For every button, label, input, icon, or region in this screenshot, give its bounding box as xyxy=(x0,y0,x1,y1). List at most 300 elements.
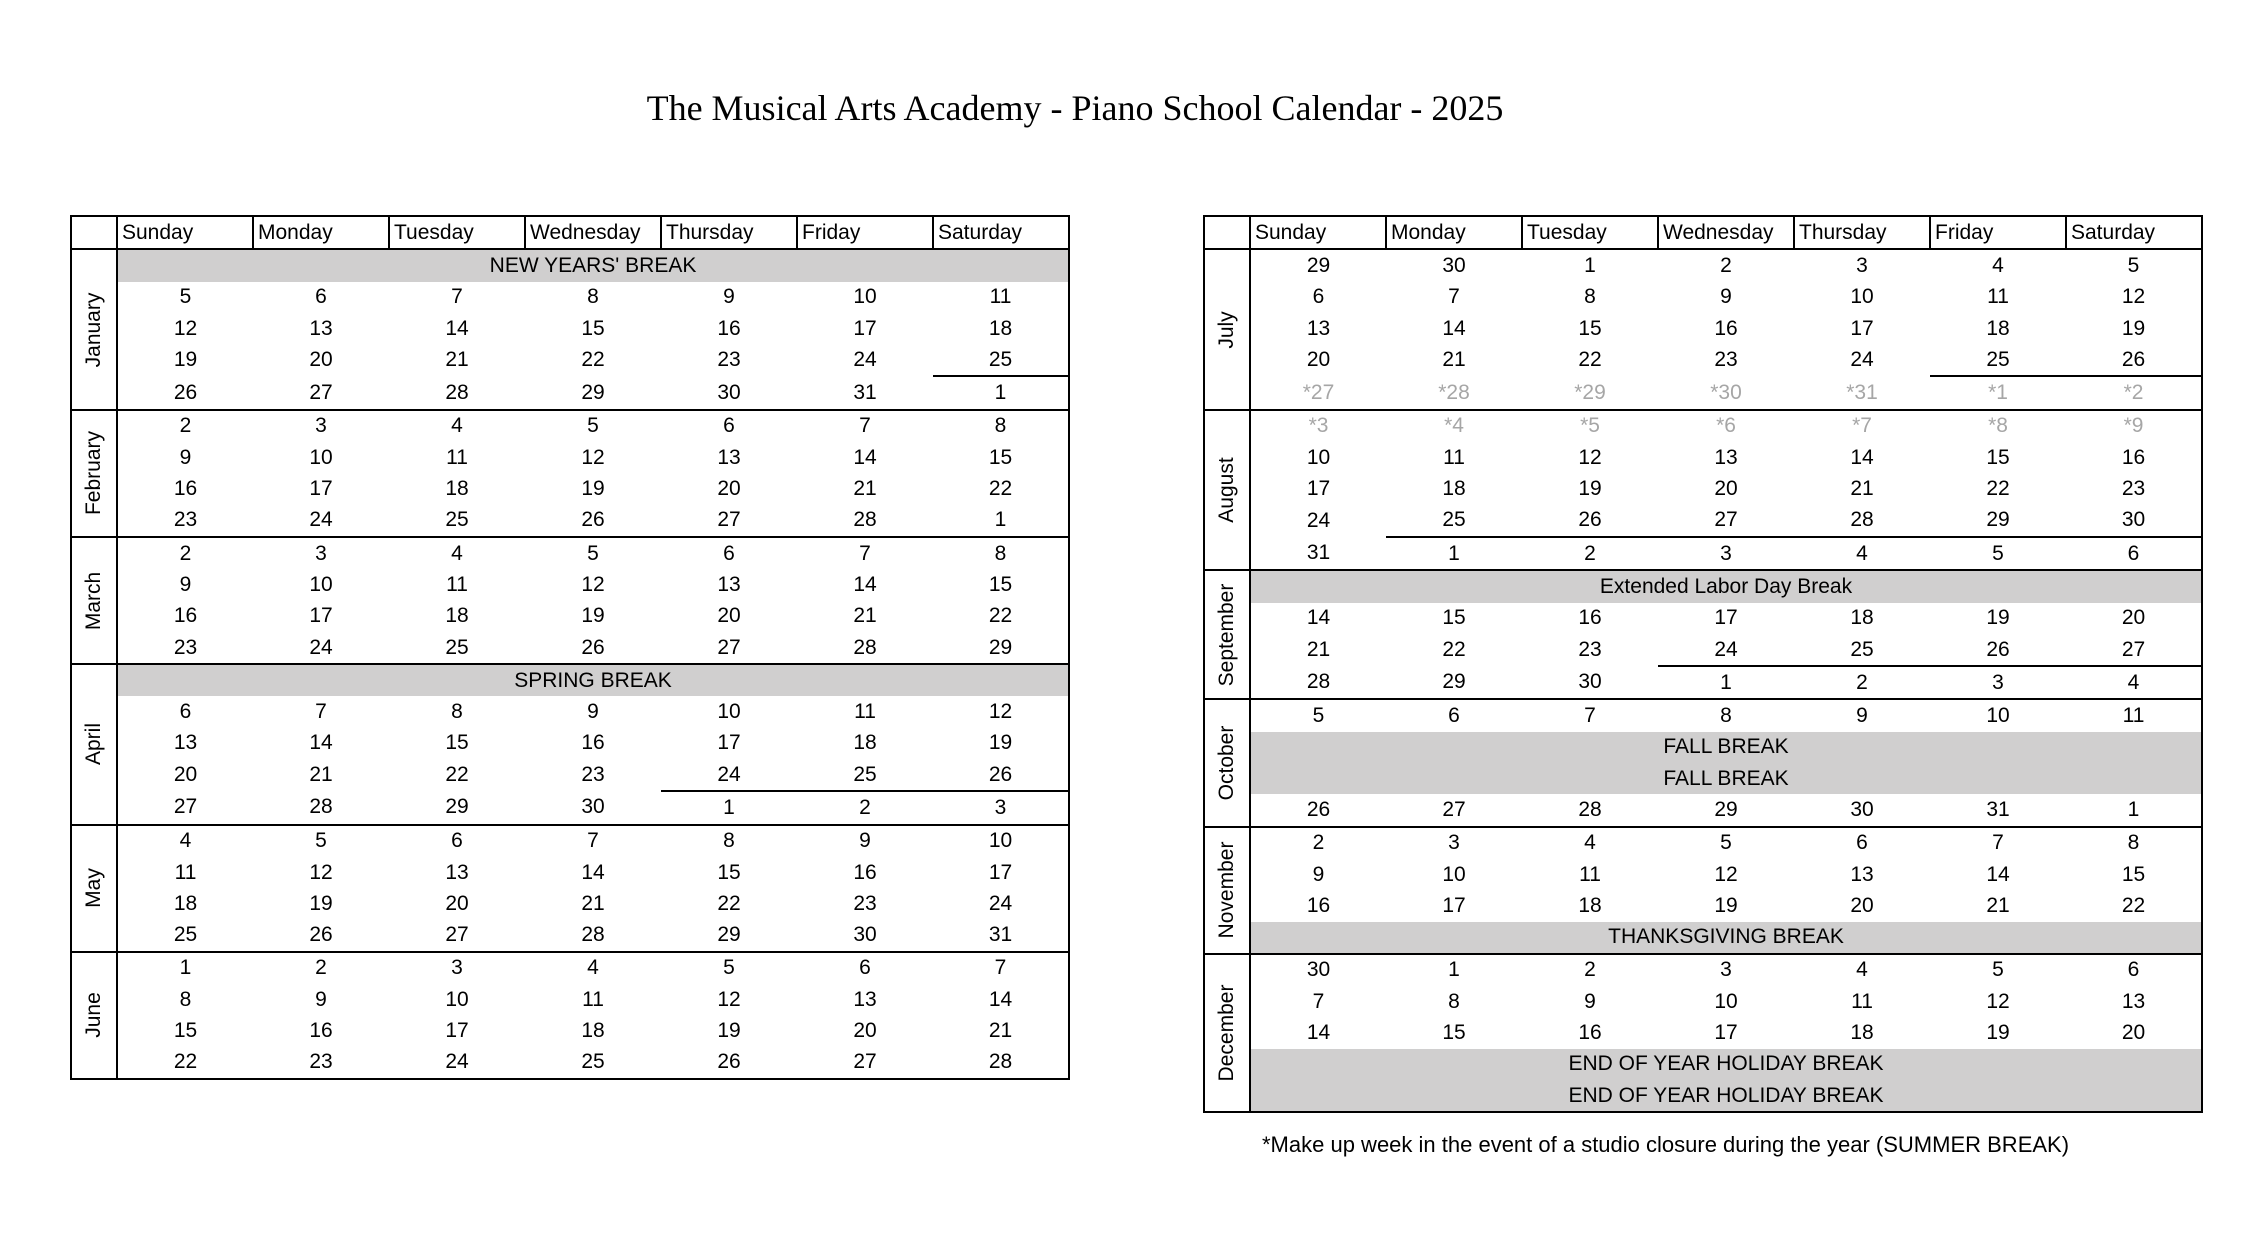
day-cell: 31 xyxy=(1930,794,2066,826)
month-cell xyxy=(1204,827,1250,954)
break-band: SPRING BREAK xyxy=(117,664,1069,696)
day-cell: 8 xyxy=(661,825,797,857)
day-cell: *9 xyxy=(2066,410,2202,442)
day-cell: 9 xyxy=(179,572,192,596)
day-cell: 11 xyxy=(1579,862,1601,886)
day-cell: 9 xyxy=(179,445,192,469)
day-cell: 21 xyxy=(1442,348,1466,372)
day-cell: 25 xyxy=(445,635,469,659)
day-cell: 1 xyxy=(1386,954,1522,986)
day-cell: 27 xyxy=(117,791,253,824)
calendar-jul-dec xyxy=(1203,215,2203,1113)
day-cell: 12 xyxy=(1714,862,1738,886)
day-cell: 22 xyxy=(117,1047,253,1079)
week-row xyxy=(71,632,1069,664)
day-cell: 19 xyxy=(2066,313,2202,344)
day-cell: 24 xyxy=(309,635,333,659)
day-cell: 4 xyxy=(2066,666,2202,699)
week-row xyxy=(71,282,1069,313)
day-cell: 16 xyxy=(717,316,741,340)
day-cell: 29 xyxy=(1386,666,1522,699)
day-cell: 9 xyxy=(1312,862,1325,886)
day-cell: 30 xyxy=(1250,954,1386,986)
day-cell: 27 xyxy=(1386,794,1522,826)
week-row xyxy=(71,920,1069,952)
corner-cell xyxy=(71,216,117,249)
month-cell xyxy=(1204,410,1250,570)
day-cell: 28 xyxy=(1522,794,1658,826)
week-row xyxy=(1204,890,2202,921)
week-row xyxy=(71,537,1069,569)
day-cell: 26 xyxy=(933,759,1069,791)
month-label: February xyxy=(82,431,105,516)
day-cell: 14 xyxy=(581,860,605,884)
day-cell: 17 xyxy=(853,316,877,340)
day-cell: *1 xyxy=(1988,381,2008,405)
day-cell: 18 xyxy=(1986,316,2010,340)
day-cell: 10 xyxy=(1442,862,1466,886)
day-cell: 15 xyxy=(933,442,1069,473)
day-cell: 11 xyxy=(446,572,468,596)
week-row xyxy=(71,249,1069,281)
day-cell: 9 xyxy=(723,285,735,309)
week-row xyxy=(71,1047,1069,1079)
day-cell: 21 xyxy=(853,604,877,628)
week-row xyxy=(71,1015,1069,1046)
day-cell: *3 xyxy=(1250,410,1386,442)
day-cell: 26 xyxy=(1250,794,1386,826)
day-cell: 25 xyxy=(1386,505,1522,537)
footnote: *Make up week in the event of a studio closure during the year (SUMMER BREAK) xyxy=(1262,1132,2070,1157)
weekday-header: Friday xyxy=(797,216,933,249)
week-row xyxy=(71,888,1069,919)
day-cell: 14 xyxy=(1306,606,1331,630)
day-cell: 12 xyxy=(1986,989,2010,1013)
day-cell: 24 xyxy=(1850,348,1874,372)
day-cell: 15 xyxy=(1442,1021,1466,1045)
day-cell: 1 xyxy=(1522,249,1658,281)
day-cell: 4 xyxy=(1930,249,2066,281)
day-cell: 17 xyxy=(1714,606,1738,630)
day-cell: 4 xyxy=(1794,954,1930,986)
day-cell: 8 xyxy=(1584,285,1596,309)
day-cell: 18 xyxy=(445,477,469,501)
day-cell: 23 xyxy=(117,505,253,537)
day-cell: 30 xyxy=(1522,666,1658,699)
day-cell: 4 xyxy=(1522,827,1658,859)
day-cell: 25 xyxy=(173,923,198,947)
day-cell: 13 xyxy=(2066,986,2202,1017)
day-cell: 5 xyxy=(253,825,389,857)
weekday-header: Wednesday xyxy=(1658,216,1794,249)
day-cell: 10 xyxy=(1930,699,2066,731)
day-cell: 23 xyxy=(581,763,605,787)
day-cell: 15 xyxy=(2066,859,2202,890)
day-cell: 2 xyxy=(1856,670,1868,694)
day-cell: *29 xyxy=(1522,376,1658,409)
day-cell: 29 xyxy=(933,632,1069,664)
month-cell xyxy=(71,537,117,664)
day-cell: 12 xyxy=(581,572,605,596)
month-label: August xyxy=(1215,457,1238,523)
day-cell: 14 xyxy=(1986,862,2010,886)
day-cell: 13 xyxy=(173,731,198,755)
day-cell: 26 xyxy=(661,1047,797,1079)
day-cell: 8 xyxy=(179,987,192,1011)
day-cell: 26 xyxy=(2066,344,2202,376)
day-cell: 6 xyxy=(389,825,525,857)
weekday-header: Thursday xyxy=(661,216,797,249)
break-band: NEW YEARS' BREAK xyxy=(117,249,1069,281)
day-cell: 7 xyxy=(797,537,933,569)
day-cell: 9 xyxy=(1720,285,1732,309)
day-cell: 16 xyxy=(1578,1021,1602,1045)
week-row xyxy=(1204,732,2202,763)
month-label: September xyxy=(1215,583,1238,687)
day-cell: 17 xyxy=(933,857,1069,888)
day-cell: 3 xyxy=(389,952,525,984)
day-cell: 12 xyxy=(309,860,333,884)
day-cell: 22 xyxy=(445,763,469,787)
weekday-header: Friday xyxy=(1930,216,2066,249)
day-cell: 20 xyxy=(1850,893,1874,917)
week-row xyxy=(71,825,1069,857)
day-cell: 23 xyxy=(853,891,877,915)
week-row xyxy=(71,664,1069,696)
day-cell: 10 xyxy=(309,572,333,596)
day-cell: 17 xyxy=(717,731,741,755)
month-cell xyxy=(71,410,117,537)
week-row xyxy=(71,728,1069,759)
weekday-header: Saturday xyxy=(933,216,1069,249)
week-row xyxy=(71,376,1069,409)
week-row xyxy=(1204,473,2202,504)
day-cell: 2 xyxy=(117,537,253,569)
day-cell: 8 xyxy=(1448,989,1460,1013)
day-cell: *7 xyxy=(1794,410,1930,442)
week-row xyxy=(71,601,1069,632)
week-row xyxy=(1204,922,2202,954)
day-cell: 5 xyxy=(525,410,661,442)
day-cell: 28 xyxy=(797,505,933,537)
week-row xyxy=(1204,570,2202,602)
day-cell: 28 xyxy=(389,376,525,409)
day-cell: 27 xyxy=(253,376,389,409)
month-label: March xyxy=(82,571,105,630)
month-cell xyxy=(1204,570,1250,699)
weekday-header: Monday xyxy=(1386,216,1522,249)
day-cell: 9 xyxy=(315,987,327,1011)
day-cell: 11 xyxy=(854,700,876,724)
day-cell: 3 xyxy=(1658,954,1794,986)
week-row xyxy=(71,759,1069,791)
day-cell: 10 xyxy=(1306,445,1331,469)
day-cell: 17 xyxy=(309,477,333,501)
day-cell: 10 xyxy=(853,285,877,309)
day-cell: 25 xyxy=(933,344,1069,376)
day-cell: *2 xyxy=(2066,376,2202,409)
day-cell: 19 xyxy=(1578,477,1602,501)
day-cell: 29 xyxy=(717,923,741,947)
day-cell: 15 xyxy=(173,1019,198,1043)
week-row xyxy=(71,696,1069,727)
day-cell: 26 xyxy=(525,505,661,537)
day-cell: 16 xyxy=(1306,893,1331,917)
day-cell: 23 xyxy=(2066,473,2202,504)
day-cell: *5 xyxy=(1522,410,1658,442)
day-cell: 13 xyxy=(717,572,741,596)
day-cell: 21 xyxy=(1850,477,1874,501)
day-cell: 2 xyxy=(1250,827,1386,859)
day-cell: 15 xyxy=(445,731,469,755)
day-cell: 3 xyxy=(253,537,389,569)
day-cell: 10 xyxy=(445,987,469,1011)
day-cell: 13 xyxy=(1850,862,1874,886)
day-cell: 4 xyxy=(117,825,253,857)
day-cell: 11 xyxy=(174,860,197,884)
day-cell: 28 xyxy=(933,1047,1069,1079)
day-cell: 8 xyxy=(587,285,599,309)
day-cell: 18 xyxy=(1578,893,1602,917)
day-cell: 20 xyxy=(1714,477,1738,501)
day-cell: 10 xyxy=(309,445,333,469)
weekday-header: Saturday xyxy=(2066,216,2202,249)
day-cell: 6 xyxy=(1794,827,1930,859)
day-cell: 20 xyxy=(309,348,333,372)
day-cell: 2 xyxy=(859,795,871,819)
day-cell: 29 xyxy=(1930,505,2066,537)
day-cell: 16 xyxy=(309,1019,333,1043)
day-cell: 20 xyxy=(2066,1017,2202,1048)
day-cell: 3 xyxy=(253,410,389,442)
day-cell: 30 xyxy=(525,791,661,824)
day-cell: 14 xyxy=(309,731,333,755)
day-cell: 21 xyxy=(581,891,605,915)
day-cell: 24 xyxy=(1306,508,1331,532)
day-cell: 1 xyxy=(117,952,253,984)
break-band: FALL BREAK xyxy=(1250,763,2202,794)
day-cell: 24 xyxy=(389,1047,525,1079)
day-cell: 1 xyxy=(1448,541,1460,565)
day-cell: 7 xyxy=(451,285,463,309)
week-row xyxy=(1204,859,2202,890)
day-cell: 3 xyxy=(1794,249,1930,281)
day-cell: 2 xyxy=(1658,249,1794,281)
week-row xyxy=(1204,986,2202,1017)
day-cell: 28 xyxy=(853,635,877,659)
day-cell: 20 xyxy=(853,1019,877,1043)
day-cell: 14 xyxy=(933,984,1069,1015)
day-cell: 9 xyxy=(797,825,933,857)
day-cell: 2 xyxy=(1584,541,1596,565)
day-cell: 16 xyxy=(581,731,605,755)
day-cell: 14 xyxy=(1442,316,1466,340)
day-cell: 19 xyxy=(309,891,333,915)
day-cell: 1 xyxy=(723,795,735,819)
week-row xyxy=(1204,537,2202,570)
week-row xyxy=(71,344,1069,376)
month-label: October xyxy=(1215,725,1238,801)
day-cell: 5 xyxy=(1658,827,1794,859)
day-cell: 2 xyxy=(1522,954,1658,986)
day-cell: 1 xyxy=(933,376,1069,409)
weekday-header: Wednesday xyxy=(525,216,661,249)
day-cell: 17 xyxy=(1306,477,1331,501)
week-row xyxy=(1204,666,2202,699)
day-cell: 22 xyxy=(581,348,605,372)
day-cell: 1 xyxy=(2066,794,2202,826)
day-cell: 11 xyxy=(933,282,1069,313)
day-cell: 19 xyxy=(717,1019,741,1043)
day-cell: 13 xyxy=(445,860,469,884)
day-cell: 23 xyxy=(253,1047,389,1079)
month-label: July xyxy=(1215,310,1238,349)
month-cell xyxy=(71,664,117,824)
day-cell: 2 xyxy=(117,410,253,442)
month-cell xyxy=(1204,699,1250,826)
day-cell: 24 xyxy=(253,505,389,537)
day-cell: 7 xyxy=(1522,699,1658,731)
day-cell: 8 xyxy=(2066,827,2202,859)
month-label: November xyxy=(1215,841,1238,939)
day-cell: 25 xyxy=(389,505,525,537)
day-cell: 6 xyxy=(1312,285,1325,309)
weekday-header: Tuesday xyxy=(389,216,525,249)
week-row xyxy=(71,791,1069,824)
day-cell: 21 xyxy=(445,348,469,372)
day-cell: 28 xyxy=(581,923,605,947)
day-cell: 18 xyxy=(1850,1021,1874,1045)
day-cell: 22 xyxy=(717,891,741,915)
day-cell: 12 xyxy=(717,987,741,1011)
day-cell: 17 xyxy=(1850,316,1874,340)
day-cell: *31 xyxy=(1794,376,1930,409)
day-cell: 13 xyxy=(717,445,741,469)
day-cell: 13 xyxy=(1306,316,1331,340)
week-row xyxy=(1204,603,2202,634)
day-cell: 22 xyxy=(1986,477,2010,501)
weekday-header: Sunday xyxy=(117,216,253,249)
week-row xyxy=(1204,699,2202,731)
week-row xyxy=(1204,794,2202,826)
day-cell: 5 xyxy=(1992,541,2004,565)
day-cell: 25 xyxy=(797,759,933,791)
day-cell: 30 xyxy=(1794,794,1930,826)
day-cell: 18 xyxy=(853,731,877,755)
day-cell: 11 xyxy=(446,445,468,469)
day-cell: 19 xyxy=(581,604,605,628)
day-cell: 30 xyxy=(853,923,877,947)
day-cell: 5 xyxy=(1930,954,2066,986)
day-cell: 7 xyxy=(1312,989,1325,1013)
day-cell: 6 xyxy=(2066,954,2202,986)
day-cell: 18 xyxy=(173,891,198,915)
day-cell: 17 xyxy=(445,1019,469,1043)
day-cell: 2 xyxy=(253,952,389,984)
day-cell: *30 xyxy=(1658,376,1794,409)
day-cell: 7 xyxy=(933,952,1069,984)
day-cell: 15 xyxy=(581,316,605,340)
day-cell: 24 xyxy=(661,759,797,791)
day-cell: 22 xyxy=(933,473,1069,504)
day-cell: *6 xyxy=(1658,410,1794,442)
day-cell: 15 xyxy=(1986,445,2010,469)
day-cell: 18 xyxy=(933,313,1069,344)
month-cell xyxy=(1204,249,1250,409)
week-row xyxy=(1204,505,2202,537)
day-cell: 25 xyxy=(525,1047,661,1079)
day-cell: 27 xyxy=(717,635,741,659)
day-cell: 14 xyxy=(1306,1021,1331,1045)
day-cell: 18 xyxy=(1850,606,1874,630)
week-row xyxy=(1204,763,2202,794)
day-cell: 16 xyxy=(173,604,198,628)
day-cell: 8 xyxy=(933,410,1069,442)
day-cell: 16 xyxy=(173,477,198,501)
day-cell: 30 xyxy=(2066,505,2202,537)
corner-cell xyxy=(1204,216,1250,249)
month-label: December xyxy=(1215,984,1238,1082)
day-cell: 10 xyxy=(1714,989,1738,1013)
day-cell: 17 xyxy=(1442,893,1466,917)
day-cell: 22 xyxy=(933,601,1069,632)
day-cell: 19 xyxy=(581,477,605,501)
day-cell: 27 xyxy=(445,923,469,947)
day-cell: 7 xyxy=(797,410,933,442)
day-cell: 1 xyxy=(933,505,1069,537)
month-label: January xyxy=(82,292,105,367)
day-cell: 10 xyxy=(1850,285,1874,309)
day-cell: 14 xyxy=(1850,445,1874,469)
day-cell: 17 xyxy=(1714,1021,1738,1045)
day-cell: 16 xyxy=(853,860,877,884)
day-cell: 16 xyxy=(1714,316,1738,340)
day-cell: 7 xyxy=(1448,285,1460,309)
day-cell: *4 xyxy=(1386,410,1522,442)
day-cell: 13 xyxy=(1714,445,1738,469)
day-cell: 8 xyxy=(451,700,463,724)
day-cell: 19 xyxy=(1986,606,2010,630)
day-cell: 19 xyxy=(1714,893,1738,917)
day-cell: 22 xyxy=(1442,638,1466,661)
week-row xyxy=(1204,827,2202,859)
day-cell: 18 xyxy=(1442,477,1466,501)
week-row xyxy=(71,984,1069,1015)
weekday-header: Tuesday xyxy=(1522,216,1658,249)
day-cell: 19 xyxy=(933,728,1069,759)
day-cell: 16 xyxy=(1578,606,1602,630)
day-cell: 26 xyxy=(1930,634,2066,666)
day-cell: 24 xyxy=(1658,634,1794,666)
day-cell: 20 xyxy=(2066,603,2202,634)
week-row xyxy=(1204,954,2202,986)
day-cell: 29 xyxy=(1250,249,1386,281)
break-band: Extended Labor Day Break xyxy=(1250,570,2202,602)
day-cell: *28 xyxy=(1386,376,1522,409)
day-cell: 11 xyxy=(2066,699,2202,731)
week-row xyxy=(1204,1080,2202,1112)
day-cell: 26 xyxy=(581,635,605,659)
week-row xyxy=(1204,249,2202,281)
day-cell: 23 xyxy=(173,635,198,659)
day-cell: 26 xyxy=(309,923,333,947)
day-cell: 6 xyxy=(179,700,192,724)
day-cell: 6 xyxy=(661,537,797,569)
day-cell: 20 xyxy=(717,477,741,501)
day-cell: 9 xyxy=(587,700,599,724)
day-cell: 11 xyxy=(1987,285,2009,309)
day-cell: 8 xyxy=(933,537,1069,569)
